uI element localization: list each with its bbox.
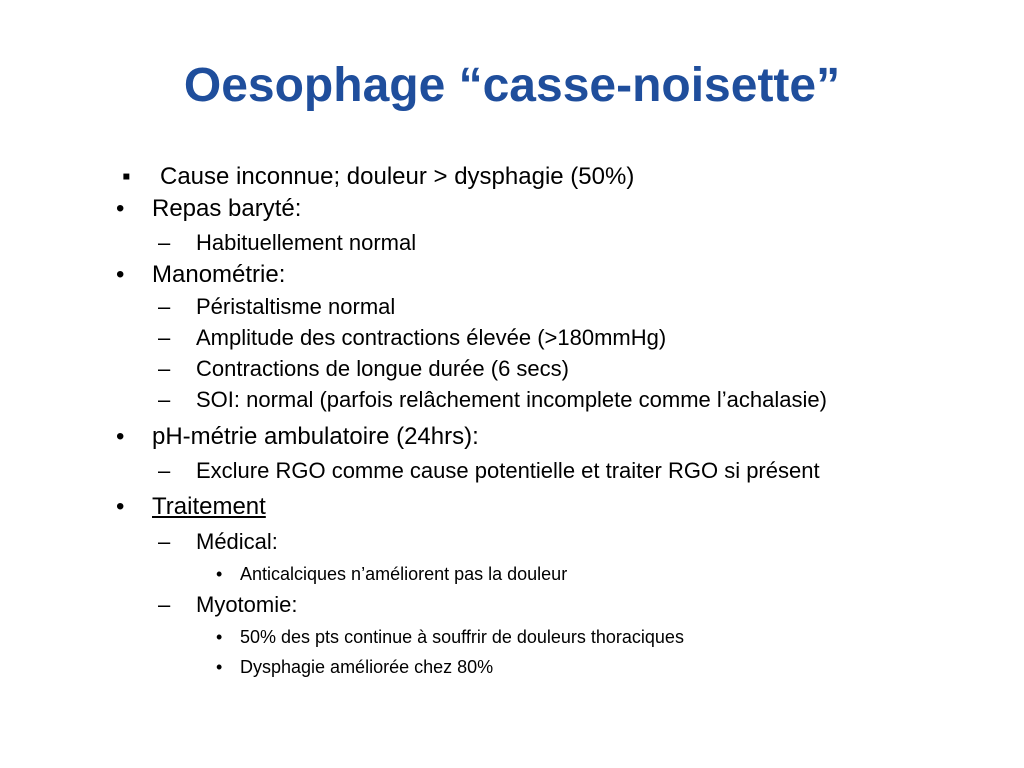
dash-icon: – (158, 458, 171, 483)
subbullet-contractions: Contractions de longue durée (6 secs) (196, 356, 569, 381)
small-bullet-icon: • (216, 657, 223, 677)
bullet-icon: • (116, 493, 125, 520)
bullet-ph-metrie: pH-métrie ambulatoire (24hrs): (152, 423, 479, 450)
subbullet-soi: SOI: normal (parfois relâchement incomplete comme l’achalasie) (196, 387, 827, 412)
dash-icon: – (158, 529, 171, 554)
small-bullet-icon: • (216, 564, 223, 584)
bullet-icon: • (116, 195, 125, 222)
bullet-icon: • (116, 423, 125, 450)
subsubbullet-anticalciques: Anticalciques n’améliorent pas la douleur (240, 564, 568, 584)
dash-icon: – (158, 592, 171, 617)
dash-icon: – (158, 294, 171, 319)
bullet-manometrie: Manométrie: (152, 261, 286, 288)
dash-icon: – (158, 230, 171, 255)
subsubbullet-dysphagie: Dysphagie améliorée chez 80% (240, 657, 494, 677)
slide-title: Oesophage “casse-noisette” (183, 59, 841, 112)
bullet-traitement: Traitement (152, 493, 266, 520)
subbullet-myotomie: Myotomie: (196, 592, 298, 617)
subbullet-medical: Médical: (196, 529, 278, 554)
bullet-repas-baryte: Repas baryté: (152, 195, 302, 222)
dash-icon: – (158, 387, 171, 412)
subbullet-peristaltisme: Péristaltisme normal (196, 294, 396, 319)
bullet-cause: Cause inconnue; douleur > dysphagie (50%) (160, 163, 635, 190)
subbullet-exclure-rgo: Exclure RGO comme cause potentielle et traiter RGO si présent (196, 458, 820, 483)
subbullet-habituellement: Habituellement normal (196, 230, 417, 255)
subbullet-amplitude: Amplitude des contractions élevée (>180mmHg) (196, 325, 667, 350)
dash-icon: – (158, 325, 171, 350)
bullet-icon: • (116, 261, 125, 288)
dash-icon: – (158, 356, 171, 381)
subsubbullet-souffrir: 50% des pts continue à souffrir de douleurs thoraciques (240, 627, 684, 647)
square-bullet-icon: ▪ (122, 163, 131, 190)
small-bullet-icon: • (216, 627, 223, 647)
